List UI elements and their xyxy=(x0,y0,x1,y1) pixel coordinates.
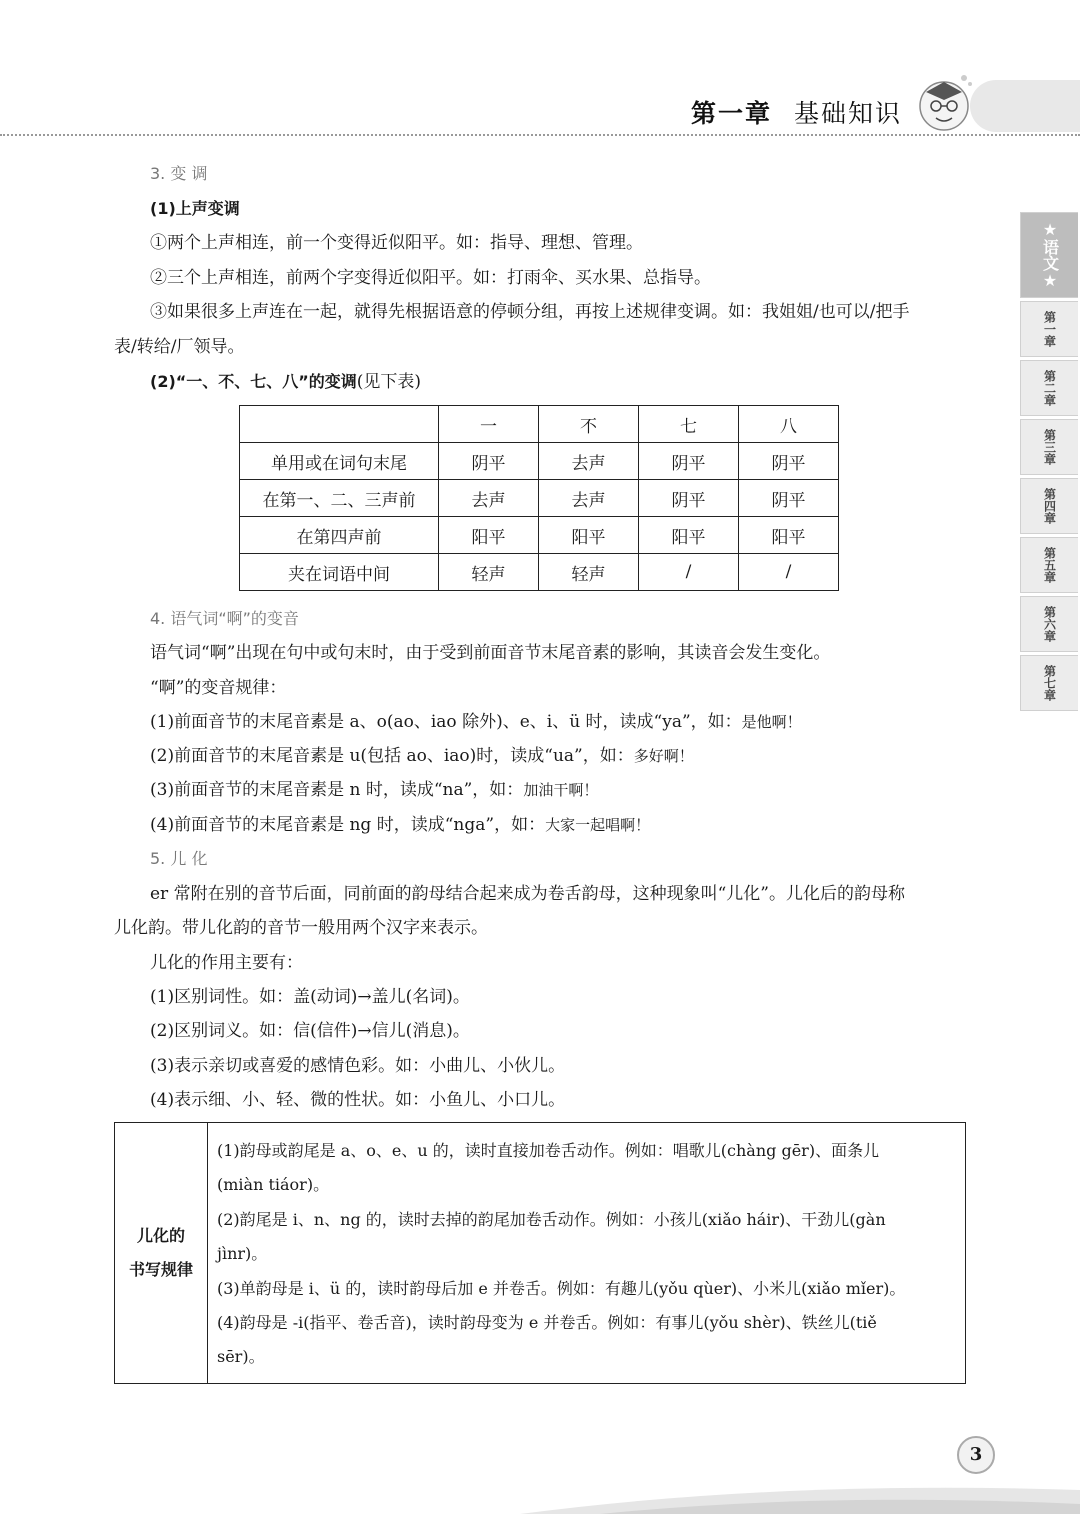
rule-text: (2)前面音节的末尾音素是 u(包括 ao、iao)时，读成“ua”，如： xyxy=(150,746,634,766)
table-cell: 去声 xyxy=(439,480,539,517)
tab-chapter-4[interactable]: 第四章 xyxy=(1020,478,1078,534)
section4-rule-title: “啊”的变音规律： xyxy=(150,678,287,698)
rule-example: 大家一起唱啊！ xyxy=(545,816,651,834)
table-cell: 去声 xyxy=(539,443,639,480)
table-cell: 八 xyxy=(739,406,839,443)
section5-function-1: (1)区别词性。如：盖(动词)→盖儿(名词)。 xyxy=(150,987,470,1007)
tab-subject[interactable]: ★语文★ xyxy=(1020,212,1078,298)
rule-box-line: (2)韵尾是 i、n、ng 的，读时去掉的韵尾加卷舌动作。例如：小孩儿(xiǎo háir)、干劲儿(gàn xyxy=(217,1210,886,1229)
section3-sub2-note: (见下表) xyxy=(356,372,422,392)
tab-chapter-1[interactable]: 第一章 xyxy=(1020,301,1078,357)
chapter-label: 第一章 xyxy=(690,99,772,128)
section5-function-2: (2)区别词义。如：信(信件)→信儿(消息)。 xyxy=(150,1021,470,1041)
section3-p3b: 表/转给/厂领导。 xyxy=(114,337,245,357)
section4-rule-3 xyxy=(150,778,598,802)
rule-box-label xyxy=(115,1123,208,1383)
section5-p2: 儿化的作用主要有： xyxy=(150,953,303,973)
tab-chapter-7[interactable]: 第七章 xyxy=(1020,655,1078,711)
table-cell: 阴平 xyxy=(639,443,739,480)
rule-box-line: (1)韵母或韵尾是 a、o、e、u 的，读时直接加卷舌动作。例如：唱歌儿(chàng gēr)、面条儿 xyxy=(217,1141,880,1160)
chapter-topic: 基础知识 xyxy=(793,99,902,128)
rule-box-line: (3)单韵母是 i、ü 的，读时韵母后加 e 并卷舌。例如：有趣儿(yǒu qùer)、小米儿(xiǎo mǐer)。 xyxy=(217,1279,906,1298)
rule-box-label-line1: 儿化的 xyxy=(136,1226,185,1245)
rule-example: 多好啊！ xyxy=(633,747,694,765)
section3-p1: ①两个上声相连，前一个变得近似阳平。如：指导、理想、管理。 xyxy=(150,233,643,253)
section4-rule-1 xyxy=(150,710,802,734)
header-divider xyxy=(0,134,1080,136)
table-cell: 在第一、二、三声前 xyxy=(240,480,439,517)
mascot-icon xyxy=(912,70,976,134)
header-band xyxy=(970,80,1080,132)
table-header-row xyxy=(240,406,839,443)
section5-p1b: 儿化韵。带儿化韵的音节一般用两个汉字来表示。 xyxy=(114,918,488,938)
table-cell: 在第四声前 xyxy=(240,517,439,554)
table-cell: 去声 xyxy=(539,480,639,517)
table-cell: 阳平 xyxy=(639,517,739,554)
table-cell: 单用或在词句末尾 xyxy=(240,443,439,480)
table-cell: 七 xyxy=(639,406,739,443)
rule-box-label-line2: 书写规律 xyxy=(128,1260,193,1279)
section3-p3a: ③如果很多上声连在一起，就得先根据语意的停顿分组，再按上述规律变调。如：我姐姐/也可以/把手 xyxy=(150,302,910,322)
section4-intro: 语气词“啊”出现在句中或句末时，由于受到前面音节末尾音素的影响，其读音会发生变化。 xyxy=(150,643,831,663)
rule-text: (4)前面音节的末尾音素是 ng 时，读成“nga”，如： xyxy=(150,815,546,835)
page-number: 3 xyxy=(957,1436,995,1474)
table-row xyxy=(240,480,839,517)
table-row xyxy=(240,517,839,554)
section3-sub2: (2)“一、不、七、八”的变调 xyxy=(150,372,357,391)
rule-example: 加油干啊！ xyxy=(523,781,599,799)
table-cell: 阳平 xyxy=(739,517,839,554)
table-cell: 阳平 xyxy=(439,517,539,554)
section5-function-3: (3)表示亲切或喜爱的感情色彩。如：小曲儿、小伙儿。 xyxy=(150,1056,566,1076)
chapter-tabs xyxy=(1020,212,1080,714)
rule-box-line: (miàn tiáor)。 xyxy=(217,1175,330,1194)
section4-title: 4. 语气词“啊”的变音 xyxy=(150,609,299,628)
table-row xyxy=(240,443,839,480)
tab-chapter-2[interactable]: 第二章 xyxy=(1020,360,1078,416)
rule-box-line: jìnr)。 xyxy=(217,1244,268,1263)
section5-function-4: (4)表示细、小、轻、微的性状。如：小鱼儿、小口儿。 xyxy=(150,1090,566,1110)
section5-p1a: er 常附在别的音节后面，同前面的韵母结合起来成为卷舌韵母，这种现象叫“儿化”。儿化后的韵母称 xyxy=(150,884,905,904)
table-cell: 不 xyxy=(539,406,639,443)
table-cell: / xyxy=(739,554,839,591)
chapter-header xyxy=(691,94,902,130)
table-cell: 阴平 xyxy=(639,480,739,517)
rule-box-line: (4)韵母是 -i(指平、卷舌音)，读时韵母变为 e 并卷舌。例如：有事儿(yǒu shèr)、铁丝儿(tiě xyxy=(217,1313,877,1332)
tab-chapter-6[interactable]: 第六章 xyxy=(1020,596,1078,652)
tone-change-table xyxy=(239,405,839,591)
table-cell: 阴平 xyxy=(739,480,839,517)
section3-sub1: (1)上声变调 xyxy=(150,199,240,218)
table-cell: 一 xyxy=(439,406,539,443)
table-row xyxy=(240,554,839,591)
rule-text: (3)前面音节的末尾音素是 n 时，读成“na”，如： xyxy=(150,780,524,800)
table-cell: 夹在词语中间 xyxy=(240,554,439,591)
table-cell xyxy=(240,406,439,443)
table-cell: 阴平 xyxy=(739,443,839,480)
section4-rule-2 xyxy=(150,744,694,768)
tab-chapter-3[interactable]: 第三章 xyxy=(1020,419,1078,475)
section4-rule-4 xyxy=(150,813,650,837)
erhua-rule-box xyxy=(114,1122,966,1384)
section3-title: 3. 变 调 xyxy=(150,164,208,183)
table-cell: 轻声 xyxy=(439,554,539,591)
table-cell: 阳平 xyxy=(539,517,639,554)
table-cell: / xyxy=(639,554,739,591)
tab-chapter-5[interactable]: 第五章 xyxy=(1020,537,1078,593)
rule-text: (1)前面音节的末尾音素是 a、o(ao、iao 除外)、e、i、ü 时，读成“ya”，如： xyxy=(150,712,742,732)
table-cell: 轻声 xyxy=(539,554,639,591)
section5-title: 5. 儿 化 xyxy=(150,849,208,868)
section3-sub2-line xyxy=(150,370,421,394)
rule-example: 是他啊！ xyxy=(741,713,802,731)
footer-swoosh xyxy=(520,1420,1080,1514)
rule-box-line: sēr)。 xyxy=(217,1347,265,1366)
section3-p2: ②三个上声相连，前两个字变得近似阳平。如：打雨伞、买水果、总指导。 xyxy=(150,268,711,288)
table-cell: 阴平 xyxy=(439,443,539,480)
